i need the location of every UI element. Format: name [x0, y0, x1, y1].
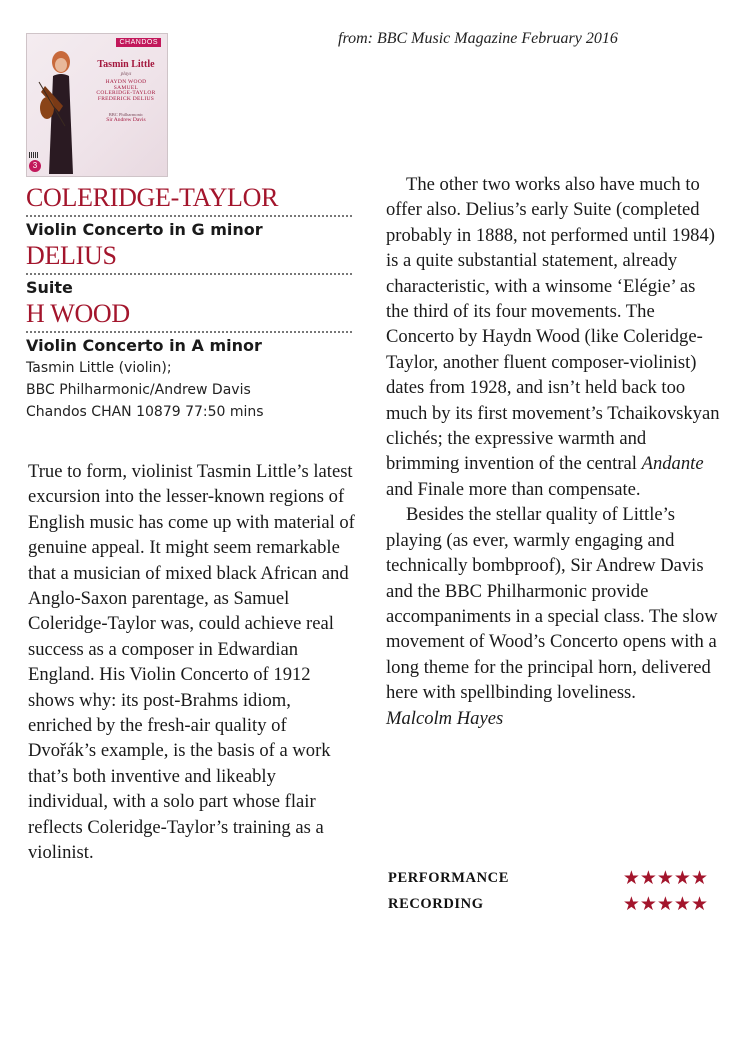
review-column-left	[28, 459, 358, 866]
disc-badge: 3	[29, 160, 41, 172]
composer-heading: DELIUS	[26, 241, 117, 270]
work-title: Violin Concerto in G minor	[26, 220, 263, 239]
dotted-divider	[26, 273, 352, 275]
work-title: Violin Concerto in A minor	[26, 336, 262, 355]
review-header	[26, 183, 352, 423]
album-cover	[26, 33, 168, 177]
performer-credit: Tasmin Little (violin);	[26, 360, 172, 376]
rating-label: PERFORMANCE	[388, 869, 509, 886]
paragraph-text: and Finale more than compensate.	[386, 478, 641, 500]
dotted-divider	[26, 331, 352, 333]
dotted-divider	[26, 215, 352, 217]
rating-row	[388, 891, 708, 917]
review-paragraph: Besides the stellar quality of Little’s playing (as ever, warmly engaging and technically bombproof), Sir Andrew Davis and the BBC Philharmonic provide accompaniments in a special class. The slow movement of Wood’s Concerto opens with a long theme for the principal horn, delivered here with spellbinding loveliness.	[386, 504, 718, 704]
cover-composer: HAYDN WOOD	[105, 78, 147, 85]
cover-title: Tasmin Little	[97, 59, 155, 70]
composer-heading: COLERIDGE-TAYLOR	[26, 183, 279, 212]
rating-label: RECORDING	[388, 895, 484, 912]
source-credit: from: BBC Music Magazine February 2016	[338, 30, 618, 47]
cover-plays: plays	[120, 71, 132, 77]
cover-composer: FREDERICK DELIUS	[97, 96, 155, 103]
cover-conductor: Sir Andrew Davis	[106, 116, 146, 123]
paragraph-text: The other two works also have much to offer also. Delius’s early Suite (completed probably in 1888, not performed until 1984) is a quite substantial statement, already characteristic, with a winsome ‘Elégie’ as the third of its four movements. The Concerto by Haydn Wood (like Coleridge-Taylor, another fluent composer-violinist) dates from 1928, and isn’t held back too much by its first movement’s Tchaikovskyan clichés; the expressive warmth and brimming invention of the central	[386, 174, 720, 475]
ratings-panel	[388, 865, 708, 917]
review-paragraph	[386, 172, 721, 502]
cover-orchestra: BBC Philharmonic	[108, 111, 144, 117]
star-rating-icon: ★★★★★	[622, 893, 708, 915]
orchestra-credit: BBC Philharmonic/Andrew Davis	[26, 382, 251, 398]
star-rating-icon: ★★★★★	[622, 867, 708, 889]
work-title: Suite	[26, 278, 73, 297]
review-column-right	[386, 172, 721, 731]
review-paragraph: True to form, violinist Tasmin Little’s latest excursion into the lesser-known regions of English music has come up with material of genuine appeal. It might seem remarkable that a musician of mixed black African and Anglo-Saxon parentage, as Samuel Coleridge-Taylor was, could achieve real success as a composer in Edwardian England. His Violin Concerto of 1912 shows why: its post-Brahms idiom, enriched by the fresh-air quality of Dvořák’s example, is the basis of a work that’s both inventive and likeably individual, with a solo part whose flair reflects Coleridge-Taylor’s training as a violinist.	[28, 461, 355, 864]
reviewer-name: Malcolm Hayes	[386, 707, 504, 729]
catalogue-info: Chandos CHAN 10879 77:50 mins	[26, 404, 264, 420]
barcode-icon	[29, 152, 39, 158]
rating-row	[388, 865, 708, 891]
cover-text	[87, 60, 165, 123]
composer-heading: H WOOD	[26, 299, 130, 328]
violinist-figure	[35, 46, 87, 174]
cover-composer: SAMUEL	[113, 84, 139, 91]
cover-composer: COLERIDGE-TAYLOR	[96, 90, 156, 97]
italic-term: Andante	[641, 453, 704, 475]
chandos-logo: CHANDOS	[116, 38, 161, 47]
